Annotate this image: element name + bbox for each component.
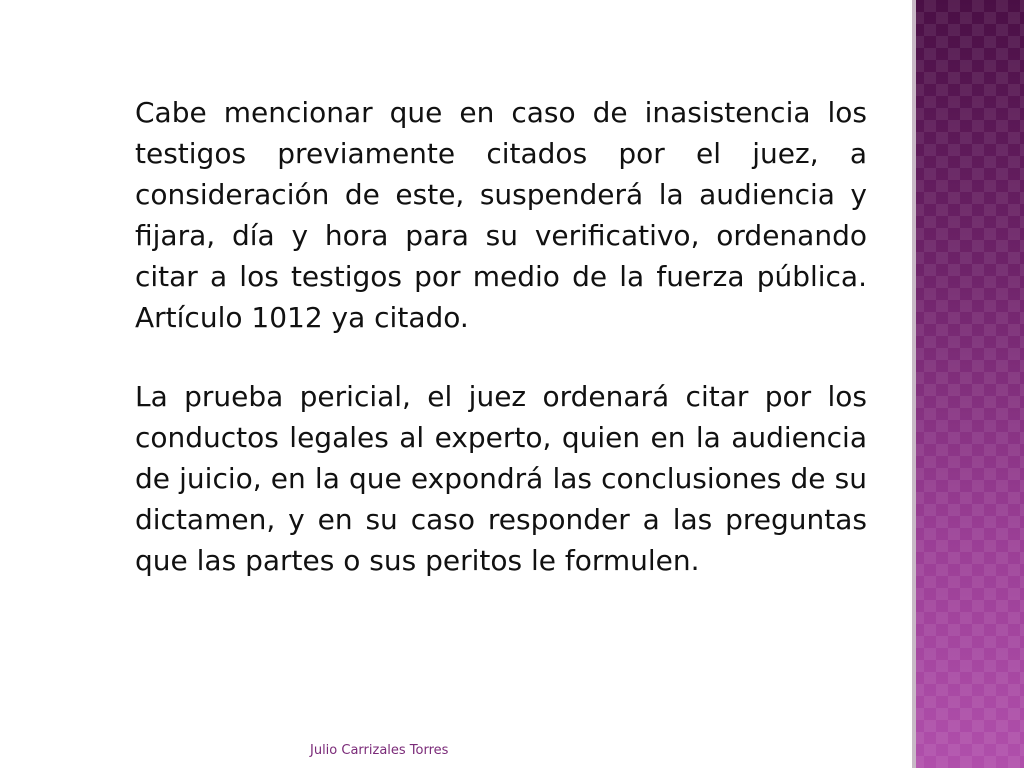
slide-body	[135, 92, 867, 619]
side-bar-edge	[912, 0, 916, 768]
paragraph-prueba-pericial: La prueba pericial, el juez ordenará citar por los conductos legales al experto, quien en la audiencia de juicio, en la que expondrá las conclusiones de su dictamen, y en su caso responder a las preguntas que las partes o sus peritos le formulen.	[135, 380, 867, 577]
footer-author: Julio Carrizales Torres	[310, 743, 449, 758]
paragraph-inasistencia: Cabe mencionar que en caso de inasistencia los testigos previamente citados por el juez, a consideración de este, suspenderá la audiencia y fijara, día y hora para su verificativo, ordenando citar a los testigos por medio de la fuerza pública. Artículo 1012 ya citado.	[135, 96, 867, 334]
decorative-side-bar	[912, 0, 1024, 768]
